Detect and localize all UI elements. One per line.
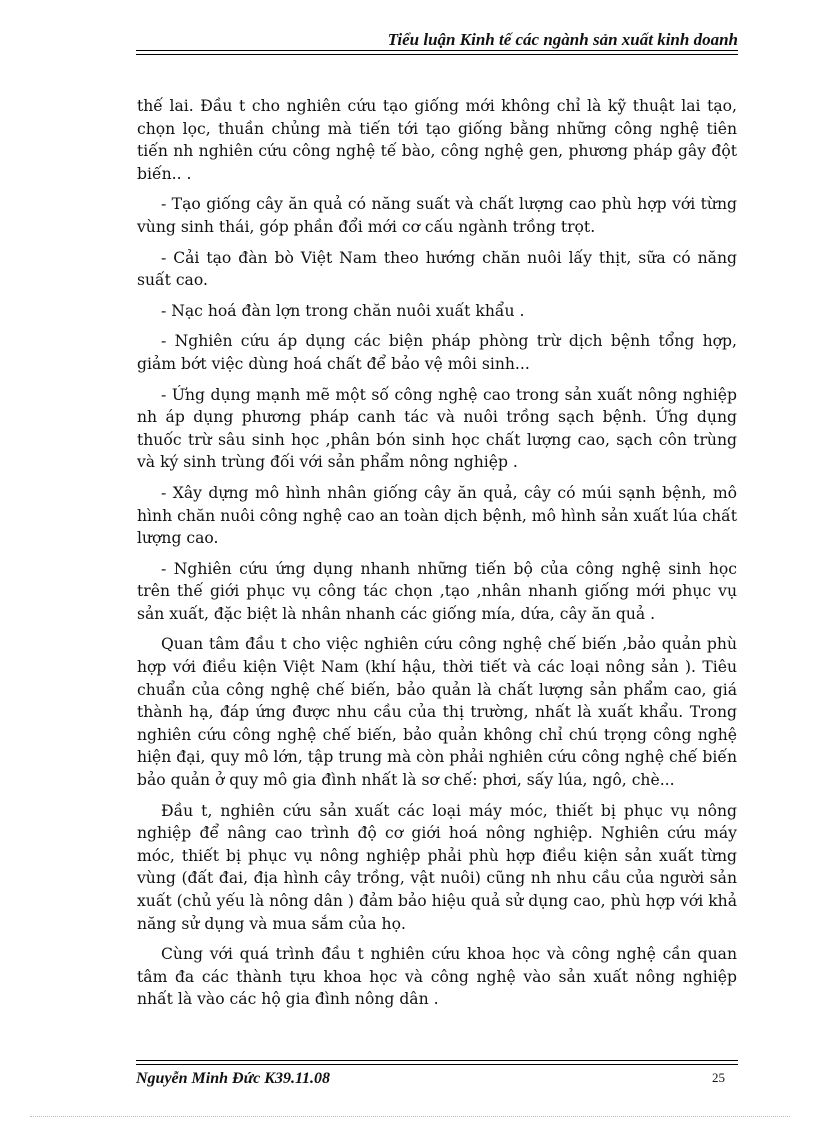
paragraph: Quan tâm đầu t cho việc nghiên cứu công nghệ chế biến ,bảo quản phù hợp với điều kiện Việt Nam (khí hậu, thời tiết và các loại nông sản ). Tiêu chuẩn của công nghệ chế biến, bảo quản là chất lượng sản phẩm cao, giá thành hạ, đáp ứng được nhu cầu của thị trường, nhất là xuất khẩu. Trong nghiên cứu công nghệ chế biến, bảo quản không chỉ chú trọng công nghệ hiện đại, quy mô lớn, tập trung mà còn phải nghiên cứu công nghệ chế biến bảo quản ở quy mô gia đình nhất là sơ chế: phơi, sấy lúa, ngô, chè... xyxy=(137,635,737,790)
header-rule-top xyxy=(136,50,738,51)
footer-rule-bottom xyxy=(136,1064,738,1065)
paragraph: - Cải tạo đàn bò Việt Nam theo hướng chăn nuôi lấy thịt, sữa có năng suất cao. xyxy=(137,248,737,290)
header-title: Tiểu luận Kinh tế các ngành sản xuất kinh doanh xyxy=(387,30,738,49)
paragraph: - Nghiên cứu ứng dụng nhanh những tiến bộ của công nghệ sinh học trên thế giới phục vụ công tác chọn ,tạo ,nhân nhanh giống mới phục vụ sản xuất, đặc biệt là nhân nhanh các giống mía, dứa, cây ăn quả . xyxy=(137,559,737,623)
paragraph: Đầu t, nghiên cứu sản xuất các loại máy móc, thiết bị phục vụ nông nghiệp để nâng cao trình độ cơ giới hoá nông nghiệp. Nghiên cứu máy móc, thiết bị phục vụ nông nghiệp phải phù hợp điều kiện sản xuất từng vùng (đất đai, địa hình cây trồng, vật nuôi) cũng nh nhu cầu của người sản xuất (chủ yếu là nông dân ) đảm bảo hiệu quả sử dụng cao, phù hợp với khả năng sử dụng và mua sắm của họ. xyxy=(137,801,737,933)
paragraph: thế lai. Đầu t cho nghiên cứu tạo giống mới không chỉ là kỹ thuật lai tạo, chọn lọc, thuần chủng mà tiến tới tạo giống bằng những công nghệ tiên tiến nh nghiên cứu công nghệ tế bào, công nghệ gen, phương pháp gây đột biến.. . xyxy=(137,97,737,183)
page-bottom-divider xyxy=(30,1116,790,1117)
paragraph: - Tạo giống cây ăn quả có năng suất và chất lượng cao phù hợp với từng vùng sinh thái, góp phần đổi mới cơ cấu ngành trồng trọt. xyxy=(137,195,737,236)
footer-rule-top xyxy=(136,1060,738,1061)
paragraph: - Ứng dụng mạnh mẽ một số công nghệ cao trong sản xuất nông nghiệp nh áp dụng phương pháp canh tác và nuôi trồng sạch bệnh. Ứng dụng thuốc trừ sâu sinh học ,phân bón sinh học chất lượng cao, sạch côn trùng và ký sinh trùng đối với sản phẩm nông nghiệp . xyxy=(137,385,737,472)
paragraph: - Nghiên cứu áp dụng các biện pháp phòng trừ dịch bệnh tổng hợp, giảm bớt việc dùng hoá chất để bảo vệ môi sinh... xyxy=(137,332,737,373)
body-text xyxy=(137,95,737,1019)
header-rule-bottom xyxy=(136,54,738,55)
page-number: 25 xyxy=(712,1070,725,1085)
footer-author: Nguyễn Minh Đức K39.11.08 xyxy=(136,1070,331,1087)
paragraph: Cùng với quá trình đầu t nghiên cứu khoa học và công nghệ cần quan tâm đa các thành tựu khoa học và công nghệ vào sản xuất nông nghiệp nhất là vào các hộ gia đình nông dân . xyxy=(137,945,737,1009)
paragraph: - Xây dựng mô hình nhân giống cây ăn quả, cây có múi sạnh bệnh, mô hình chăn nuôi công nghệ cao an toàn dịch bệnh, mô hình sản xuất lúa chất lượng cao. xyxy=(137,483,737,548)
paragraph: - Nạc hoá đàn lợn trong chăn nuôi xuất khẩu . xyxy=(161,301,525,320)
